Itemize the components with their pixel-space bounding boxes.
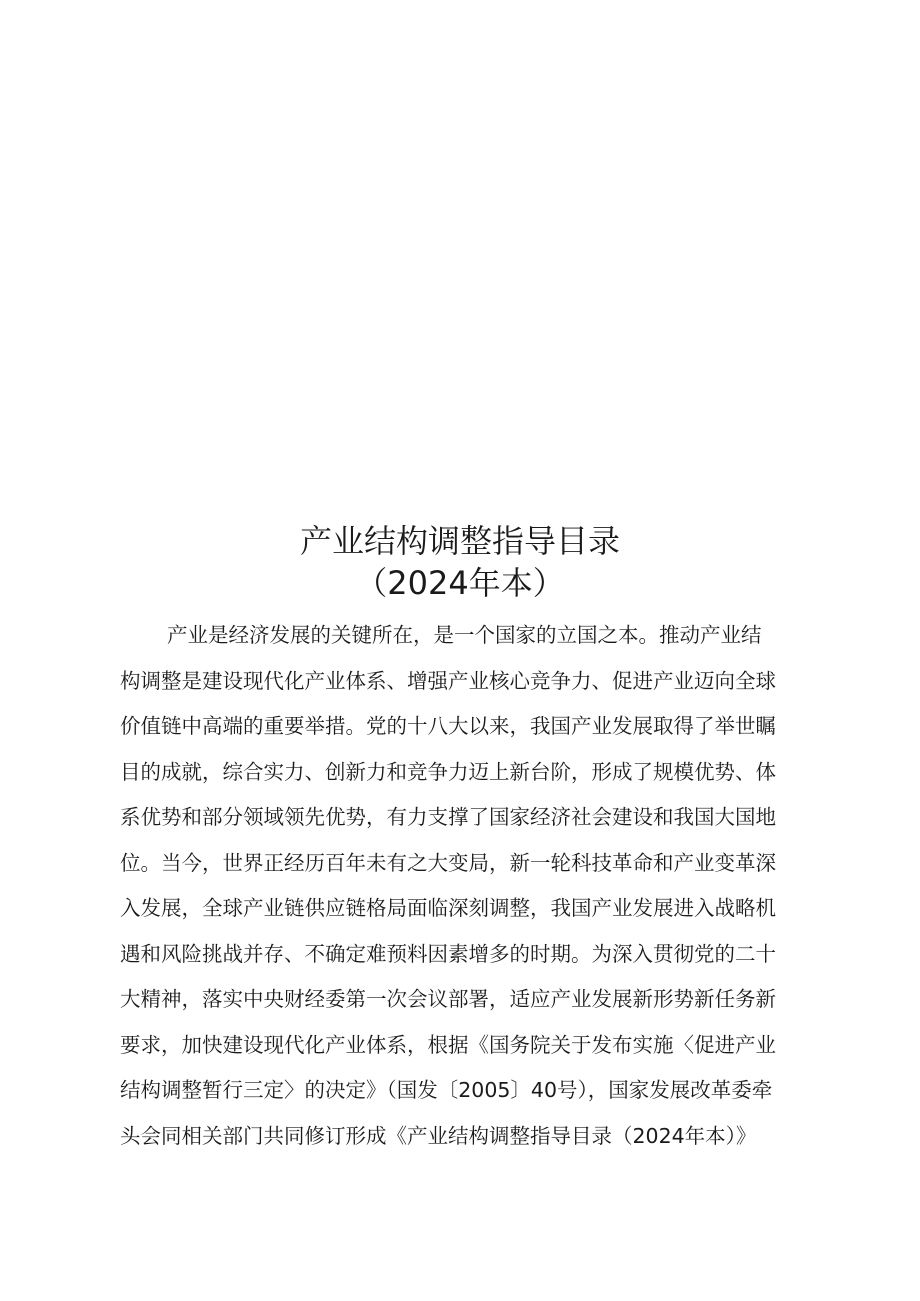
paragraph-line: 系优势和部分领域领先优势，有力支撑了国家经济社会建设和我国大国地 (120, 805, 776, 829)
document-subtitle: （2024年本） (355, 564, 565, 602)
paragraph-line: 位。当今，世界正经历百年未有之大变局，新一轮科技革命和产业变革深 (120, 850, 776, 875)
paragraph-line: 价值链中高端的重要举措。党的十八大以来，我国产业发展取得了举世瞩 (120, 714, 776, 738)
paragraph-line: 大精神，落实中央财经委第一次会议部署，适应产业发展新形势新任务新 (120, 987, 776, 1011)
paragraph-line: 构调整是建设现代化产业体系、增强产业核心竞争力、促进产业迈向全球 (120, 668, 776, 693)
document-title: 产业结构调整指导目录 (299, 522, 620, 560)
paragraph-line: 头会同相关部门共同修订形成《产业结构调整指导目录（2024年本）》 (120, 1123, 757, 1148)
paragraph-line: 结构调整暂行三定〉的决定》（国发〔2005〕40号），国家发展改革委牵 (120, 1078, 773, 1102)
paragraph-line: 目的成就，综合实力、创新力和竞争力迈上新台阶，形成了规模优势、体 (120, 759, 776, 784)
paragraph-line: 入发展，全球产业链供应链格局面临深刻调整，我国产业发展进入战略机 (120, 896, 776, 920)
paragraph-line: 遇和风险挑战并存、不确定难预料因素增多的时期。为深入贯彻党的二十 (120, 941, 776, 966)
paragraph-line: 要求，加快建设现代化产业体系，根据《国务院关于发布实施〈促进产业 (120, 1032, 776, 1057)
paragraph-line: 产业是经济发展的关键所在，是一个国家的立国之本。推动产业结 (167, 623, 762, 647)
document-paragraph (120, 613, 810, 1159)
